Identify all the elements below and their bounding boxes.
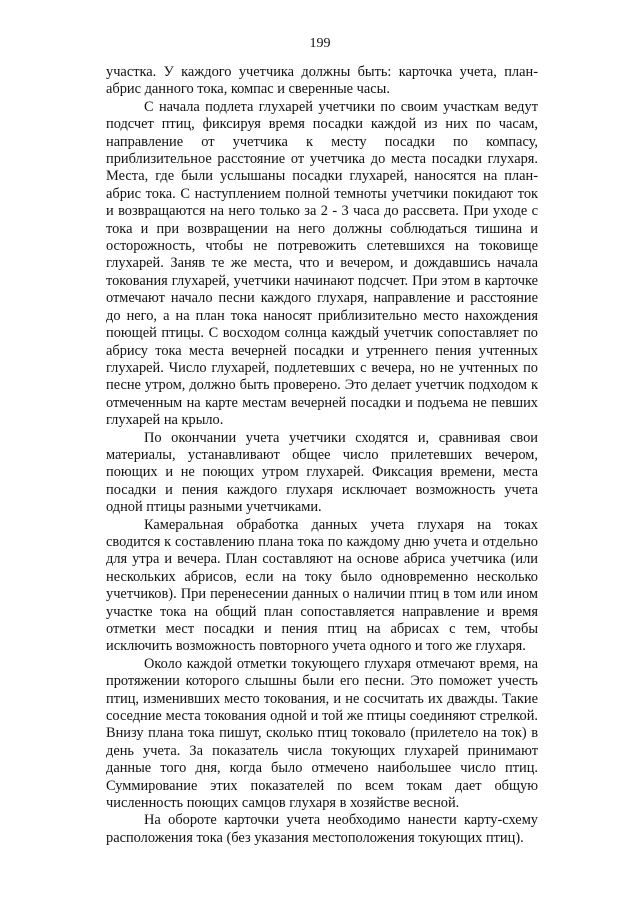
page-body — [106, 64, 538, 847]
page-number: 199 — [309, 36, 331, 51]
paragraph: По окончании учета учетчики сходятся и, сравнивая свои материалы, устанавливают общее число прилетевших вечером, поющих и не поющих утром глухарей. Фиксация времени, места посадки и пения каждого глухаря исключает возможность учета одной птицы разными учетчиками. — [106, 429, 538, 516]
paragraph: С начала подлета глухарей учетчики по своим участкам ведут подсчет птиц, фиксируя время посадки каждой из них по часам, направление от учетчика к месту посадки по компасу, приблизительное расстояние от учетчика до места посадки глухаря. Места, где были услышаны посадки глухарей, наносятся на план-абрис тока. С наступлением полной темноты учетчики покидают ток и возвращаются на него только за 2 - 3 часа до рассвета. При уходе с тока и при возвращении на него должны соблюдаться тишина и осторожность, чтобы не потревожить слетевшихся на токовище глухарей. Заняв те же места, что и вечером, и дождавшись начала токования глухарей, учетчики начинают подсчет. При этом в карточке отмечают начало песни каждого глухаря, направление и расстояние до него, а на план тока наносят приблизительно место нахождения поющей птицы. С восходом солнца каждый учетчик сопоставляет по абрису тока места вечерней посадки и утреннего пения учтенных глухарей. Число глухарей, подлетевших с вечера, но не учтенных по песне утром, должно быть проверено. Это делает учетчик подходом к отмеченным на карте местам вечерней посадки и подъема не певших глухарей на крыло. — [106, 98, 538, 429]
paragraph: участка. У каждого учетчика должны быть: карточка учета, план-абрис данного тока, компас и сверенные часы. — [106, 64, 538, 98]
paragraph: Камеральная обработка данных учета глухаря на токах сводится к составлению плана тока по каждому дню учета и отдельно для утра и вечера. План составляют на основе абриса учетчика (или нескольких абрисов, если на току было одновременно несколько учетчиков). При перенесении данных о наличии птиц в том или ином участке тока на общий план сопоставляется направление и время отметки мест посадки и пения птиц на абрисах с тем, чтобы исключить возможность повторного учета одного и того же глухаря. — [106, 516, 538, 655]
paragraph: Около каждой отметки токующего глухаря отмечают время, на протяжении которого слышны были его песни. Это поможет учесть птиц, изменивших место токования, и не сосчитать их дважды. Такие соседние места токования одной и той же птицы соединяют стрелкой. Внизу плана тока пишут, сколько птиц токовало (прилетело на ток) в день учета. За показатель числа токующих глухарей принимают данные того дня, когда было отмечено наибольшее число птиц. Суммирование этих показателей по всем токам дает общую численность поющих самцов глухаря в хозяйстве весной. — [106, 655, 538, 812]
paragraph: На обороте карточки учета необходимо нанести карту-схему расположения тока (без указания местоположения токующих птиц). — [106, 812, 538, 846]
